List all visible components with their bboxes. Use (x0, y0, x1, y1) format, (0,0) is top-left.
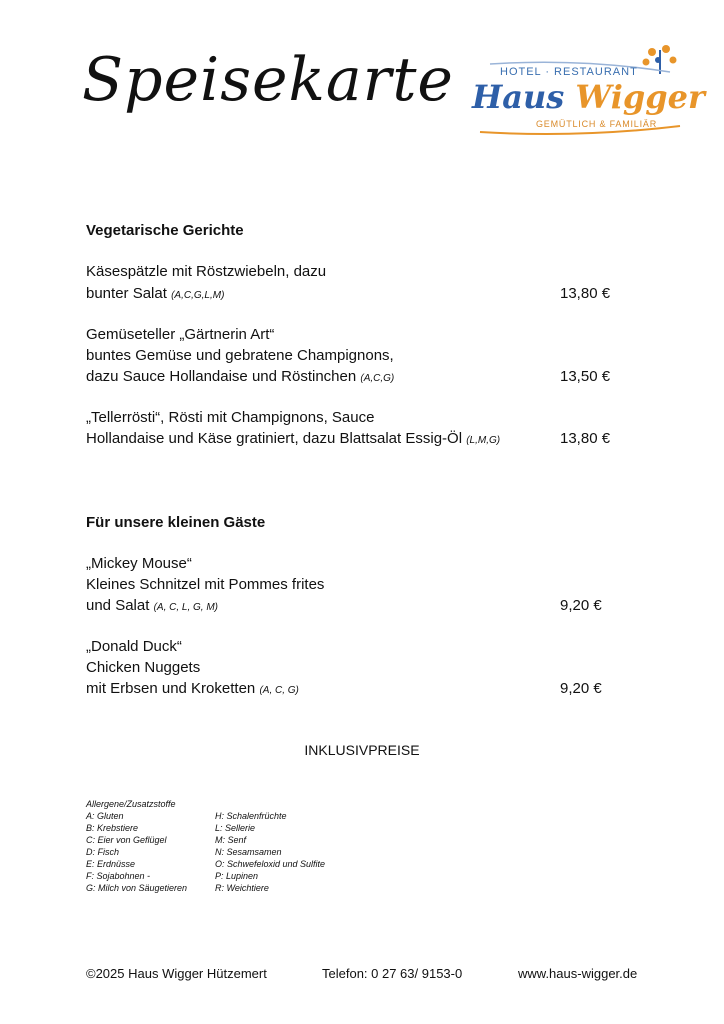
allergen-codes: (L,M,G) (466, 435, 501, 446)
footer-phone: Telefon: 0 27 63/ 9153-0 (322, 966, 463, 981)
allergen-legend-col2: H: Schalenfrüchte L: Sellerie M: Senf N: Sesamsamen O: Schwefeloxid und Sulfite P: Lupinen R: Weichtiere (215, 811, 326, 893)
menu-item-price: 13,80 € (560, 285, 611, 302)
menu-item-line: Gemüseteller „Gärtnerin Art“ (86, 326, 275, 343)
menu-item-line: „Donald Duck“ (86, 638, 182, 655)
footer-copyright: ©2025 Haus Wigger Hützemert (86, 966, 267, 981)
logo-subtitle: HOTEL · RESTAURANT (500, 66, 638, 78)
menu-item-line: dazu Sauce Hollandaise und Röstinchen (A,C,G) (86, 368, 395, 385)
menu-item-line: Kleines Schnitzel mit Pommes frites (86, 576, 325, 593)
inclusive-prices-note: INKLUSIVPREISE (304, 742, 420, 758)
menu-item-price: 13,80 € (560, 430, 611, 447)
menu-item-line: buntes Gemüse und gebratene Champignons, (86, 347, 394, 364)
logo-name: Haus Wigger (472, 78, 705, 116)
menu-item-price: 13,50 € (560, 368, 611, 385)
allergen-legend-title: Allergene/Zusatzstoffe (86, 799, 176, 809)
page-title: Speisekarte (82, 45, 454, 115)
menu-item-line: Käsespätzle mit Röstzwiebeln, dazu (86, 263, 327, 280)
allergen-codes: (A,C,G) (360, 373, 395, 384)
allergen-codes: (A,C,G,L,M) (171, 290, 225, 301)
logo-tagline: GEMÜTLICH & FAMILIÄR (536, 119, 658, 129)
section-heading: Vegetarische Gerichte (86, 222, 244, 239)
allergen-codes: (A, C, G) (259, 685, 299, 696)
hotel-logo (470, 40, 705, 145)
menu-item-line: „Mickey Mouse“ (86, 555, 192, 572)
footer-website[interactable]: www.haus-wigger.de (518, 966, 638, 981)
menu-item-line: und Salat (A, C, L, G, M) (86, 597, 219, 614)
menu-item-line: bunter Salat (A,C,G,L,M) (86, 285, 225, 302)
section-heading: Für unsere kleinen Gäste (86, 514, 266, 531)
menu-item-price: 9,20 € (560, 680, 602, 697)
allergen-codes: (A, C, L, G, M) (153, 602, 219, 613)
menu-item-line: Chicken Nuggets (86, 659, 201, 676)
allergen-legend-col1: A: Gluten B: Krebstiere C: Eier von Geflügel D: Fisch E: Erdnüsse F: Sojabohnen - G: Milch von Säugetieren (86, 811, 188, 893)
menu-item-line: Hollandaise und Käse gratiniert, dazu Blattsalat Essig-Öl (L,M,G) (86, 430, 501, 447)
menu-item-price: 9,20 € (560, 597, 602, 614)
menu-item-line: „Tellerrösti“, Rösti mit Champignons, Sauce (86, 409, 375, 426)
menu-item-line: mit Erbsen und Kroketten (A, C, G) (86, 680, 299, 697)
